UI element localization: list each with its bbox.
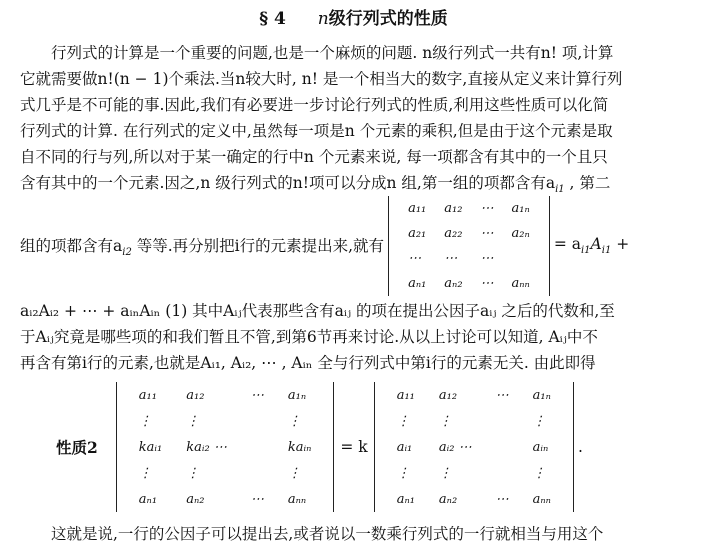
matrix-entry: a₁ₙ [287,387,307,403]
matrix-entry: a₁ₙ [511,201,530,216]
determinant-matrix [388,196,550,296]
matrix-row [127,486,324,512]
section-number: § 4 [259,9,286,29]
text-line: 行列式的计算. 在行列式的定义中,虽然每一项是n 个元素的乘积,但是由于这个元素是取 [20,122,613,140]
matrix-entry: ⋮ [186,465,200,481]
paragraph-conclusion [20,521,688,547]
matrix-entry: ⋯ [408,251,422,266]
matrix-entry: ⋯ [495,491,509,507]
matrix-entry: a₁₂ [186,387,205,403]
matrix-entry: ⋯ [480,201,494,216]
matrix-entry: a₁₂ [444,201,463,216]
matrix-entry: aᵢ₂ ⋯ [438,439,472,455]
matrix-row [399,221,539,246]
title-variable: n [317,9,329,29]
text-line: 自不同的行与列,所以对于某一确定的行中n 个元素来说, 每一项都含有其中的一个且只 [20,148,608,166]
matrix-entry: kaᵢ₂ ⋯ [186,439,227,455]
matrix-entry [503,246,539,271]
equals-k: = k [340,438,368,456]
matrix-entry: aₙ₂ [438,491,458,507]
matrix-entry: ⋮ [396,413,410,429]
property-label: 性质2 [56,438,98,457]
matrix-entry [239,460,276,486]
expansion-rhs: = $a_{i1}A_{i1}$ + [553,235,630,257]
determinant-left [116,382,335,512]
paragraph-intro [20,40,688,203]
matrix-entry: aₙ₁ [408,276,427,291]
text-line: 它就需要做n!(n − 1)个乘法.当n较大时, n! 是一个相当大的数字,直接从定义来计算行列 [20,70,623,88]
matrix-entry: ⋯ [480,251,494,266]
matrix-row [385,460,563,486]
matrix-entry: ⋯ [480,276,494,291]
matrix-entry: aₙₙ [532,491,551,507]
matrix-entry: ⋯ [495,387,509,403]
paragraph-explanation [20,298,688,376]
determinant-right [374,382,574,512]
matrix-entry: a₂ₙ [511,226,530,241]
matrix-entry: aᵢₙ [532,439,549,455]
text-line: 这就是说,一行的公因子可以提出去,或者说以一数乘行列式的一行就相当与用这个 [51,525,604,543]
determinant-expansion-row [20,196,688,296]
matrix-row [399,196,539,221]
matrix-entry: ⋯ [444,251,458,266]
matrix-entry: aₙₙ [511,276,530,291]
matrix-entry: aₙ₁ [138,491,158,507]
text-line: 再含有第i行的元素,也就是Aᵢ₁, Aᵢ₂, ⋯ , Aᵢₙ 全与行列式中第i行的元素无关. 由此即得 [20,354,596,372]
matrix-row [385,382,563,408]
matrix-entry: ⋮ [186,413,200,429]
text-line: 含有其中的一个元素.因之,n 级行列式的n!项可以分成n 组,第一组的项都含有$a_{i1}$ , 第二 [20,174,611,196]
matrix-entry: kaᵢ₁ [138,439,163,455]
matrix-row [127,434,324,460]
matrix-entry [484,460,521,486]
matrix-entry: ⋮ [287,465,301,481]
period: . [577,438,583,456]
matrix-entry [239,408,276,434]
matrix-entry: a₁₂ [438,387,458,403]
title-text: 级行列式的性质 [328,9,448,29]
matrix-row [127,460,324,486]
matrix-entry: ⋯ [480,226,494,241]
matrix-entry [484,434,521,460]
matrix-entry: ⋮ [138,465,152,481]
section-title [0,4,707,29]
matrix-entry: a₂₁ [408,226,427,241]
property-2-row [56,382,707,512]
matrix-entry: ⋮ [532,465,546,481]
matrix-entry: ⋮ [438,413,452,429]
matrix-entry: aₙ₂ [186,491,205,507]
text-line: 于Aᵢⱼ究竟是哪些项的和我们暂且不管,到第6节再来讨论.从以上讨论可以知道, Aᵢⱼ中不 [20,328,598,346]
matrix-entry: aₙₙ [287,491,307,507]
matrix-entry: aₙ₁ [396,491,415,507]
matrix-entry: ⋮ [396,465,410,481]
matrix-entry: ⋯ [250,387,264,403]
matrix-entry [484,408,521,434]
text-line: aᵢ₂Aᵢ₂ + ⋯ + aᵢₙAᵢₙ (1) 其中Aᵢⱼ代表那些含有aᵢⱼ 的项在提出公因子aᵢⱼ 之后的代数和,至 [20,302,615,320]
matrix-row [399,271,539,296]
matrix-entry: ⋯ [250,491,264,507]
matrix-entry: ⋮ [287,413,301,429]
text-line: 组的项都含有$a_{i2}$ 等等.再分别把i行的元素提出来,就有 [20,236,385,259]
matrix-entry: ⋮ [438,465,452,481]
matrix-entry: aₙ₂ [444,276,463,291]
matrix-entry: a₂₂ [444,226,463,241]
matrix-row [385,408,563,434]
matrix-row [127,408,324,434]
matrix-entry: ⋮ [532,413,546,429]
matrix-row [399,246,539,271]
matrix-row [385,434,563,460]
matrix-entry: a₁₁ [408,201,427,216]
matrix-entry [239,434,276,460]
matrix-row [127,382,324,408]
text-line: 行列式的计算是一个重要的问题,也是一个麻烦的问题. n级行列式一共有n! 项,计算 [51,44,614,62]
matrix-entry: a₁₁ [396,387,415,403]
matrix-entry: a₁₁ [138,387,157,403]
matrix-entry: ⋮ [138,413,152,429]
matrix-row [385,486,563,512]
matrix-entry: kaᵢₙ [287,439,312,455]
matrix-entry: aᵢ₁ [396,439,413,455]
text-line: 式几乎是不可能的事.因此,我们有必要进一步讨论行列式的性质,利用这些性质可以化简 [20,96,609,114]
matrix-entry: a₁ₙ [532,387,551,403]
